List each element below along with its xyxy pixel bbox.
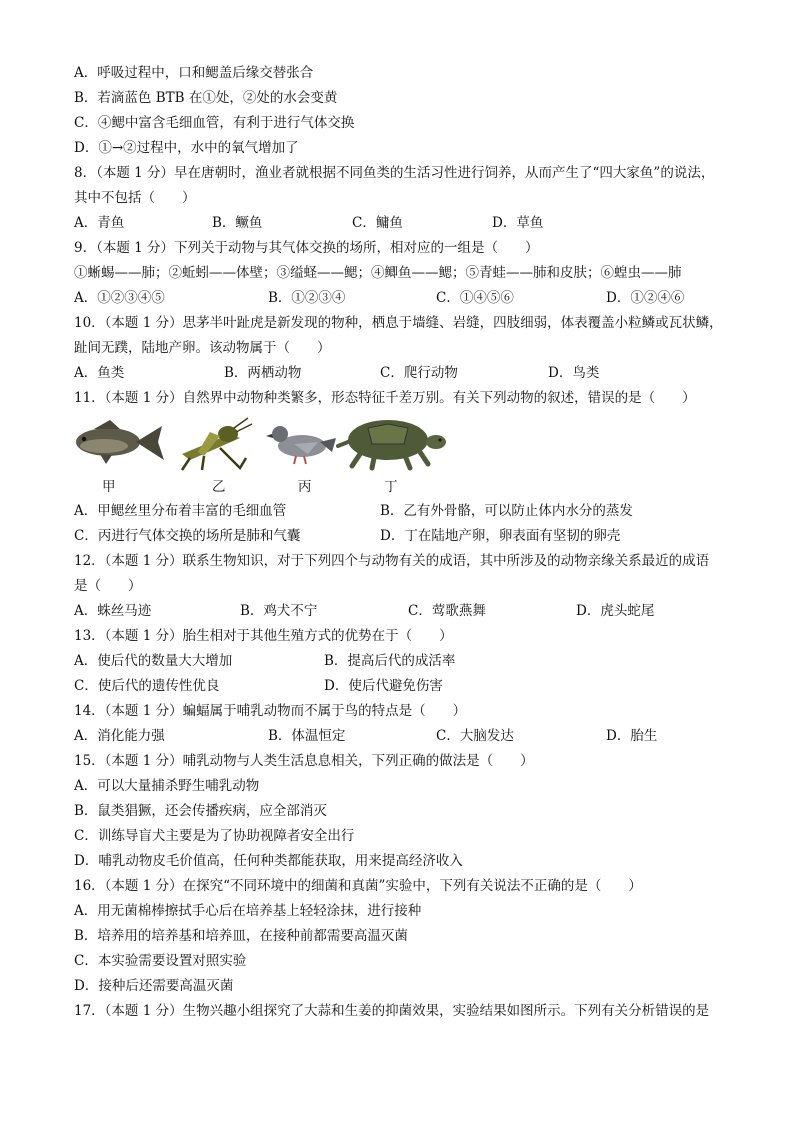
- q16-option-c: C．本实验需要设置对照实验: [74, 953, 247, 969]
- q15-option-c: C．训练导盲犬主要是为了协助视障者安全出行: [74, 828, 355, 844]
- q11-option-d: D．丁在陆地产卵，卵表面有坚韧的卵壳: [380, 528, 621, 544]
- q7-option-a: A．呼吸过程中，口和鳃盖后缘交替张合: [74, 65, 314, 81]
- q13-stem: 13．（本题 1 分）胎生相对于其他生殖方式的优势在于（ ）: [74, 628, 453, 644]
- pigeon-image: [266, 426, 336, 464]
- q13-option-b: B．提高后代的成活率: [324, 653, 456, 669]
- q15-stem: 15．（本题 1 分）哺乳动物与人类生活息息相关，下列正确的做法是（ ）: [74, 753, 534, 769]
- q14-option-a: A．消化能力强: [74, 728, 165, 744]
- q12-option-a: A．蛛丝马迹: [74, 603, 152, 619]
- q11-option-b: B．乙有外骨骼，可以防止体内水分的蒸发: [380, 503, 633, 519]
- figure-label-bing: 丙: [298, 479, 312, 495]
- q13-option-c: C．使后代的遗传性优良: [74, 678, 220, 694]
- q10-options: [74, 364, 734, 382]
- q11-options-row1: [74, 502, 734, 520]
- q12-option-c: C．莺歌燕舞: [408, 603, 486, 619]
- q13-option-a: A．使后代的数量大大增加: [74, 653, 233, 669]
- q8-options: [74, 214, 734, 232]
- q14-options: [74, 727, 734, 745]
- q7-option-d: D．①→②过程中，水中的氧气增加了: [74, 140, 299, 156]
- q10-option-b: B．两栖动物: [224, 365, 302, 381]
- q15-option-b: B．鼠类猖獗，还会传播疾病，应全部消灭: [74, 803, 327, 819]
- q11-options-row2: [74, 527, 734, 545]
- q16-stem: 16．（本题 1 分）在探究“不同环境中的细菌和真菌”实验中，下列有关说法不正确的是（ ）: [74, 878, 642, 894]
- q11-option-c: C．丙进行气体交换的场所是肺和气囊: [74, 528, 301, 544]
- turtle-image: [338, 420, 446, 468]
- q12-stem-line2: 是（ ）: [74, 578, 142, 594]
- q14-option-c: C．大脑发达: [436, 728, 514, 744]
- q12-option-b: B．鸡犬不宁: [240, 603, 318, 619]
- q16-option-d: D．接种后还需要高温灭菌: [74, 978, 234, 994]
- q9-option-d: D．①②④⑥: [606, 290, 685, 306]
- q9-option-b: B．①②③④: [268, 290, 346, 306]
- q8-stem-line1: 8．（本题 1 分）早在唐朝时，渔业者就根据不同鱼类的生活习性进行饲养，从而产生了“四大家鱼”的说法，: [74, 165, 715, 181]
- figure-label-ding: 丁: [384, 479, 398, 495]
- q15-option-d: D．哺乳动物皮毛价值高，任何种类都能获取，用来提高经济收入: [74, 853, 463, 869]
- q12-options: [74, 602, 734, 620]
- q8-option-b: B．鳜鱼: [212, 215, 263, 231]
- q14-option-b: B．体温恒定: [268, 728, 346, 744]
- q9-stem: 9．（本题 1 分）下列关于动物与其气体交换的场所，相对应的一组是（ ）: [74, 240, 539, 256]
- figure-label-jia: 甲: [102, 479, 116, 495]
- q7-option-b: B．若滴蓝色 BTB 在①处，②处的水会变黄: [74, 90, 338, 106]
- q10-option-a: A．鱼类: [74, 365, 125, 381]
- q10-stem-line1: 10．（本题 1 分）思茅半叶趾虎是新发现的物种，栖息于墙缝、岩缝，四肢细弱，体表覆盖小粒鳞或瓦状鳞，: [74, 315, 723, 331]
- q16-option-b: B．培养用的培养基和培养皿，在接种前都需要高温灭菌: [74, 928, 408, 944]
- q8-option-d: D．草鱼: [492, 215, 544, 231]
- q13-options-row1: [74, 652, 734, 670]
- q14-stem: 14．（本题 1 分）蝙蝠属于哺乳动物而不属于鸟的特点是（ ）: [74, 703, 467, 719]
- q12-stem-line1: 12．（本题 1 分）联系生物知识，对于下列四个与动物有关的成语，其中所涉及的动物亲缘关系最近的成语: [74, 553, 710, 569]
- q16-option-a: A．用无菌棉棒擦拭手心后在培养基上轻轻涂抹，进行接种: [74, 903, 422, 919]
- q9-option-a: A．①②③④⑤: [74, 290, 165, 306]
- q13-option-d: D．使后代避免伤害: [324, 678, 443, 694]
- q9-option-c: C．①④⑤⑥: [436, 290, 514, 306]
- fish-image: [76, 420, 164, 464]
- q12-option-d: D．虎头蛇尾: [576, 603, 655, 619]
- q17-stem: 17．（本题 1 分）生物兴趣小组探究了大蒜和生姜的抑菌效果，实验结果如图所示。下列有关分析错误的是: [74, 1003, 710, 1019]
- q9-items: ①蜥蜴——肺；②蚯蚓——体壁；③缢蛏——鳃；④鲫鱼——鳃；⑤青蛙——肺和皮肤；⑥蝗虫——肺: [74, 265, 682, 281]
- q8-option-c: C．鳙鱼: [352, 215, 403, 231]
- grasshopper-image: [182, 418, 252, 470]
- figure-label-yi: 乙: [212, 479, 226, 495]
- q7-option-c: C．④鳃中富含毛细血管，有利于进行气体交换: [74, 115, 355, 131]
- q8-option-a: A．青鱼: [74, 215, 125, 231]
- q8-stem-line2: 其中不包括（ ）: [74, 190, 196, 206]
- q11-stem: 11．（本题 1 分）自然界中动物种类繁多，形态特征千差万别。有关下列动物的叙述，错误的是（ ）: [74, 390, 696, 406]
- q10-option-c: C．爬行动物: [380, 365, 458, 381]
- q10-option-d: D．鸟类: [548, 365, 600, 381]
- q10-stem-line2: 趾间无蹼，陆地产卵。该动物属于（ ）: [74, 340, 331, 356]
- q15-option-a: A．可以大量捕杀野生哺乳动物: [74, 778, 260, 794]
- q11-option-a: A．甲鳃丝里分布着丰富的毛细血管: [74, 503, 287, 519]
- q14-option-d: D．胎生: [606, 728, 658, 744]
- animal-figures: [70, 412, 450, 472]
- q13-options-row2: [74, 677, 734, 695]
- q9-options: [74, 289, 734, 307]
